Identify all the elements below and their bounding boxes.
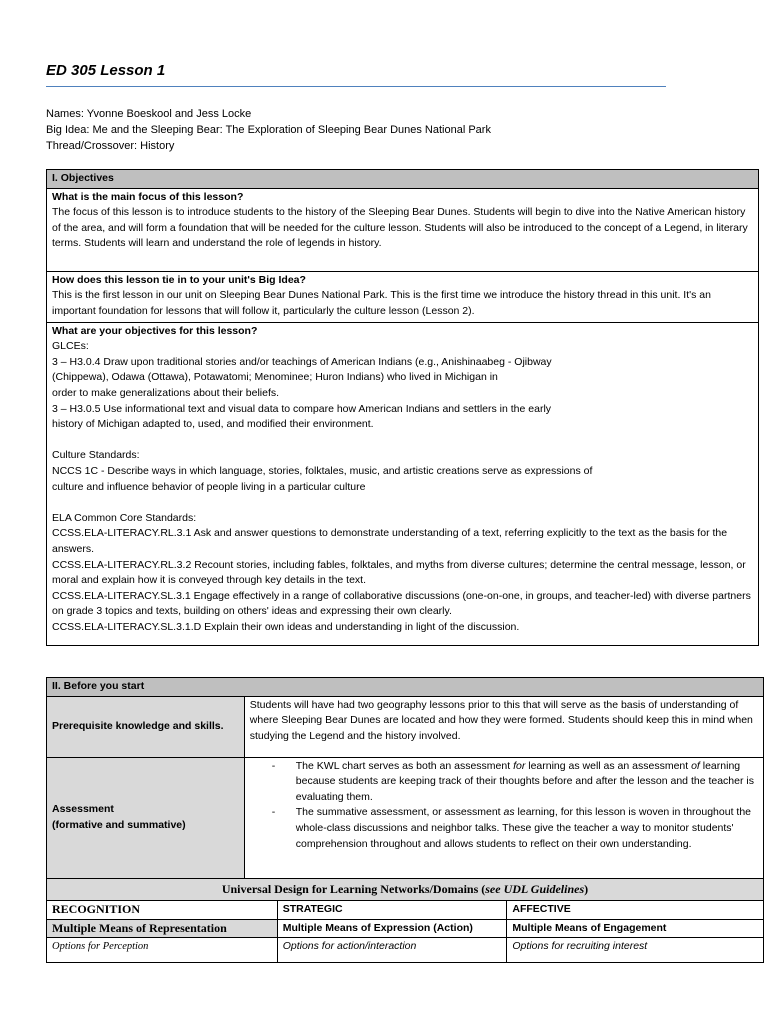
recognition-head: RECOGNITION: [47, 901, 278, 920]
culture-label: Culture Standards:: [52, 449, 140, 462]
ela-1: CCSS.ELA-LITERACY.RL.3.1 Ask and answer questions to demonstrate understanding of a text, referring explicitly to the text as the basis for the answers.: [52, 527, 728, 555]
assessment-text: [244, 757, 763, 878]
recognition-option: Options for Perception: [47, 938, 278, 963]
ela-3: CCSS.ELA-LITERACY.SL.3.1 Engage effectively in a range of collaborative discussions (one-on-one, in groups, and teacher-led) with diverse partners on grade 3 topics and texts, building on others' ideas and expressing their own clearly.: [52, 589, 751, 618]
before-you-start-table: [46, 677, 764, 963]
main-focus-answer: The focus of this lesson is to introduce students to the history of the Sleeping Bear Dunes. Students will begin to dive into the Native American history of the area, and will form a foundation that will be needed for the culture lesson. Students will also be introduced to the concept of a Legend, in literary terms. Students will learn and understand the role of legends in history.: [52, 206, 748, 250]
affective-sub: Multiple Means of Engagement: [507, 919, 764, 938]
recognition-sub: Multiple Means of Representation: [47, 919, 278, 938]
objectives-header: I. Objectives: [47, 170, 759, 189]
assessment-item-kwl: - The KWL chart serves as both an assessment for learning as well as an assessment of learning because students are keeping track of their thoughts before and after the lesson and the teacher is evaluating them.: [296, 759, 758, 806]
assessment-list: [250, 759, 758, 853]
glce-1a: 3 – H3.0.4 Draw upon traditional stories and/or teachings of American Indians (e.g., Anishinaabeg - Ojibway: [52, 355, 552, 368]
glce-1c: order to make generalizations about their beliefs.: [52, 386, 280, 399]
udl-guidelines-link[interactable]: see UDL Guidelines: [485, 881, 585, 896]
big-idea-tie-section: [47, 271, 759, 322]
assessment-label-line1: Assessment: [52, 803, 114, 815]
ela-4: CCSS.ELA-LITERACY.SL.3.1.D Explain their own ideas and understanding in light of the discussion.: [52, 620, 520, 633]
big-idea-answer: This is the first lesson in our unit on Sleeping Bear Dunes National Park. This is the first time we introduce the history thread in this unit. It's an important foundation for lessons that will follow it, particularly the culture lesson (Lesson 2).: [52, 289, 711, 317]
prereq-label: Prerequisite knowledge and skills.: [47, 696, 245, 757]
before-header: II. Before you start: [47, 678, 764, 697]
glce-label: GLCEs:: [52, 340, 89, 353]
assessment-label: [47, 757, 245, 878]
big-idea-line: Big Idea: Me and the Sleeping Bear: The Exploration of Sleeping Bear Dunes National Park: [46, 124, 491, 136]
assessment-item-summative: - The summative assessment, or assessment as learning, for this lesson is woven in throughout the whole-class discussions and neighbor talks. These give the teacher a way to monitor students' comprehension throughout and allows students to reflect on their own understanding.: [296, 805, 758, 852]
culture-a: NCCS 1C - Describe ways in which language, stories, folktales, music, and artistic creations serve as expressions of: [52, 464, 593, 477]
udl-title: Universal Design for Learning Networks/Domains (see UDL Guidelines): [47, 878, 764, 901]
objectives-table: [46, 169, 759, 646]
ela-label: ELA Common Core Standards:: [52, 511, 197, 524]
names-line: Names: Yvonne Boeskool and Jess Locke: [46, 108, 252, 120]
culture-b: culture and influence behavior of people living in a particular culture: [52, 480, 366, 493]
strategic-option: Options for action/interaction: [277, 938, 507, 963]
affective-option: Options for recruiting interest: [507, 938, 764, 963]
main-focus-question: What is the main focus of this lesson?: [52, 190, 244, 203]
thread-line: Thread/Crossover: History: [46, 140, 175, 152]
page-title: ED 305 Lesson 1: [46, 62, 166, 79]
ela-2: CCSS.ELA-LITERACY.RL.3.2 Recount stories, including fables, folktales, and myths from diverse cultures; determine the central message, lesson, or moral and explain how it is conveyed through key details in the text.: [52, 558, 746, 587]
strategic-head: STRATEGIC: [277, 901, 507, 920]
affective-head: AFFECTIVE: [507, 901, 764, 920]
objectives-question: What are your objectives for this lesson?: [52, 324, 258, 337]
objectives-section: [47, 322, 759, 645]
big-idea-question: How does this lesson tie in to your unit's Big Idea?: [52, 273, 306, 286]
assessment-label-line2: (formative and summative): [52, 818, 186, 831]
main-focus-section: [47, 188, 759, 271]
glce-2a: 3 – H3.0.5 Use informational text and visual data to compare how American Indians and settlers in the early: [52, 402, 552, 415]
lesson-meta: [46, 106, 491, 154]
strategic-sub: Multiple Means of Expression (Action): [277, 919, 507, 938]
prereq-text: Students will have had two geography lessons prior to this that will serve as the basis of understanding of where Sleeping Bear Dunes are located and how they were formed. Students should keep this in mind when studying the Legend and the history involved.: [244, 696, 763, 757]
glce-2b: history of Michigan adapted to, used, and modified their environment.: [52, 418, 374, 431]
glce-1b: (Chippewa), Odawa (Ottawa), Potawatomi; Menominee; Huron Indians) who lived in Michigan in: [52, 371, 498, 384]
title-divider: [46, 86, 666, 87]
